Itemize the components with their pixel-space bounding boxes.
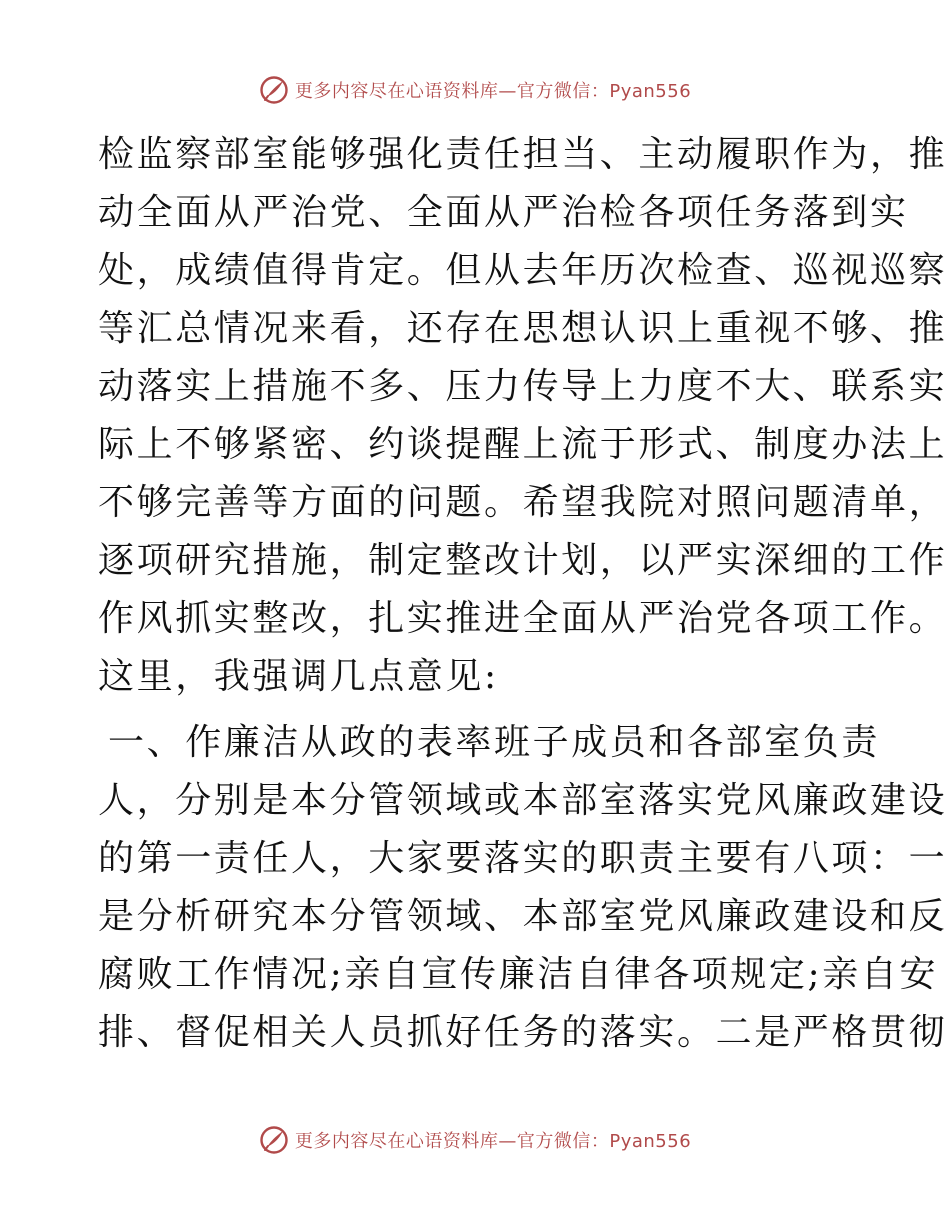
section-heading-line: 一、作廉洁从政的表率班子成员和各部室负责 <box>108 722 881 763</box>
body-line-7: 不够完善等方面的问题。希望我院对照问题清单， <box>98 482 948 523</box>
quill-logo-icon <box>259 75 289 105</box>
quill-logo-icon <box>259 1125 289 1155</box>
body-line-8: 逐项研究措施，制定整改计划，以严实深细的工作 <box>98 540 948 581</box>
watermark-text: 更多内容尽在心语资料库—官方微信：Pyan556 <box>294 1131 692 1152</box>
watermark-text: 更多内容尽在心语资料库—官方微信：Pyan556 <box>294 81 692 102</box>
body-line-9: 作风抓实整改，扎实推进全面从严治党各项工作。 <box>98 598 948 639</box>
body-line-10: 这里，我强调几点意见: <box>98 656 499 697</box>
top-watermark-banner <box>0 72 950 108</box>
body-line-2: 动全面从严治党、全面从严治检各项任务落到实 <box>98 192 909 233</box>
body-line-1: 检监察部室能够强化责任担当、主动履职作为，推 <box>98 134 948 175</box>
body-line-13: 的第一责任人，大家要落实的职责主要有八项：一 <box>98 838 948 879</box>
body-line-12: 人，分别是本分管领域或本部室落实党风廉政建设 <box>98 780 948 821</box>
body-line-4: 等汇总情况来看，还存在思想认识上重视不够、推 <box>98 308 948 349</box>
body-line-14: 是分析研究本分管领域、本部室党风廉政建设和反 <box>98 896 948 937</box>
body-line-3: 处，成绩值得肯定。但从去年历次检查、巡视巡察 <box>98 250 948 291</box>
body-line-6: 际上不够紧密、约谈提醒上流于形式、制度办法上 <box>98 424 948 465</box>
bottom-watermark-banner <box>0 1122 950 1158</box>
document-body <box>98 126 948 1062</box>
body-line-15: 腐败工作情况;亲自宣传廉洁自律各项规定;亲自安 <box>98 954 939 995</box>
body-line-16: 排、督促相关人员抓好任务的落实。二是严格贯彻 <box>98 1012 948 1053</box>
paragraph-gap <box>98 706 858 714</box>
body-line-5: 动落实上措施不多、压力传导上力度不大、联系实 <box>98 366 948 407</box>
